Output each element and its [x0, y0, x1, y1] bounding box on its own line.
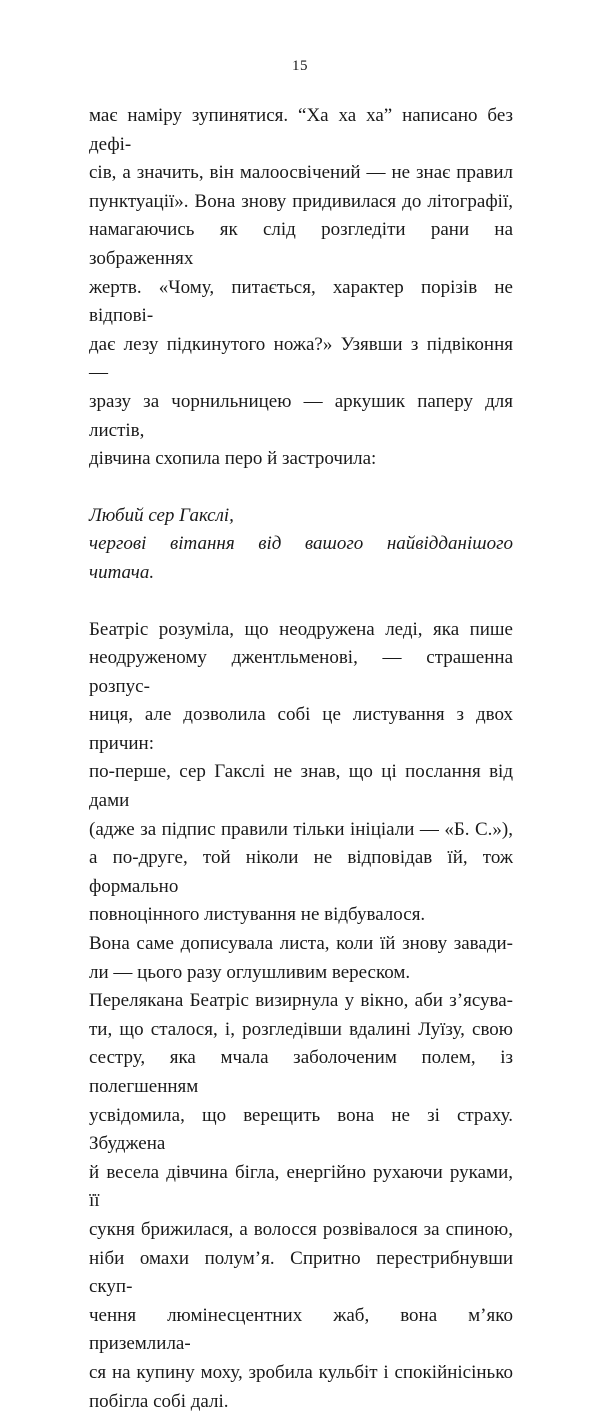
paragraph-4 [89, 987, 513, 1416]
paragraph-1 [89, 102, 513, 474]
text-line: сукня брижилася, а волосся розвівалося за спиною, [89, 1218, 513, 1240]
text-line: чергові вітання від вашого найвідданішого [89, 533, 513, 555]
text-line: Вона саме дописувала листа, коли їй знову завади- [89, 933, 513, 955]
page-number: 15 [292, 58, 308, 74]
text-line: повноцінного листування не відбувалося. [89, 904, 426, 926]
text-line: читача. [89, 561, 155, 583]
text-line: має наміру зупинятися. “Ха ха ха” написано без дефі- [89, 105, 513, 155]
text-line: неодруженому джентльменові, — страшенна розпус- [89, 647, 513, 697]
text-line: дівчина схопила перо й застрочила: [89, 448, 377, 470]
paragraph-2 [89, 616, 513, 931]
text-line: ли — цього разу оглушливим вереском. [89, 961, 411, 983]
text-line: й весела дівчина бігла, енергійно рухаючи руками, її [89, 1161, 513, 1212]
text-line: сів, а значить, він малоосвічений — не знає правил [89, 162, 513, 184]
text-line: ніби омахи полум’я. Спритно перестрибнувши скуп- [89, 1247, 513, 1298]
text-line: ся на купину моху, зробила кульбіт і спокійнісінько [89, 1361, 513, 1383]
text-line: жертв. «Чому, питається, характер порізів не відпові- [89, 276, 513, 327]
paragraph-3 [89, 930, 513, 987]
text-line: дає лезу підкинутого ножа?» Узявши з підвіконня — [89, 333, 513, 384]
page-body [89, 102, 513, 1416]
text-line: (адже за підпис правили тільки ініціали — «Б. С.»), [89, 818, 513, 840]
text-line: по-перше, сер Гакслі не знав, що ці послання від дами [89, 761, 513, 812]
text-line: пунктуації». Вона знову придивилася до літографії, [89, 190, 513, 212]
text-line: зразу за чорнильницею — аркушик паперу для листів, [89, 390, 513, 441]
text-line: побігла собі далі. [89, 1390, 229, 1412]
text-line: сестру, яка мчала заболоченим полем, із полегшенням [89, 1047, 513, 1097]
text-line: Любий сер Гакслі, [89, 504, 234, 526]
text-line: ти, що сталося, і, розгледівши вдалині Луїзу, свою [89, 1018, 513, 1040]
text-line: ниця, але дозволила собі це листування з двох причин: [89, 704, 513, 754]
text-line: а по-друге, той ніколи не відповідав їй, тож формально [89, 847, 513, 897]
text-line: чення люмінесцентних жаб, вона м’яко приземлила- [89, 1304, 513, 1355]
letter-excerpt [89, 502, 513, 588]
text-line: намагаючись як слід розгледіти рани на зображеннях [89, 219, 513, 269]
text-line: Перелякана Беатріс визирнула у вікно, аби з’ясува- [89, 990, 513, 1012]
text-line: усвідомила, що верещить вона не зі страху. Збуджена [89, 1104, 513, 1155]
text-line: Беатріс розуміла, що неодружена леді, яка пише [89, 618, 513, 640]
